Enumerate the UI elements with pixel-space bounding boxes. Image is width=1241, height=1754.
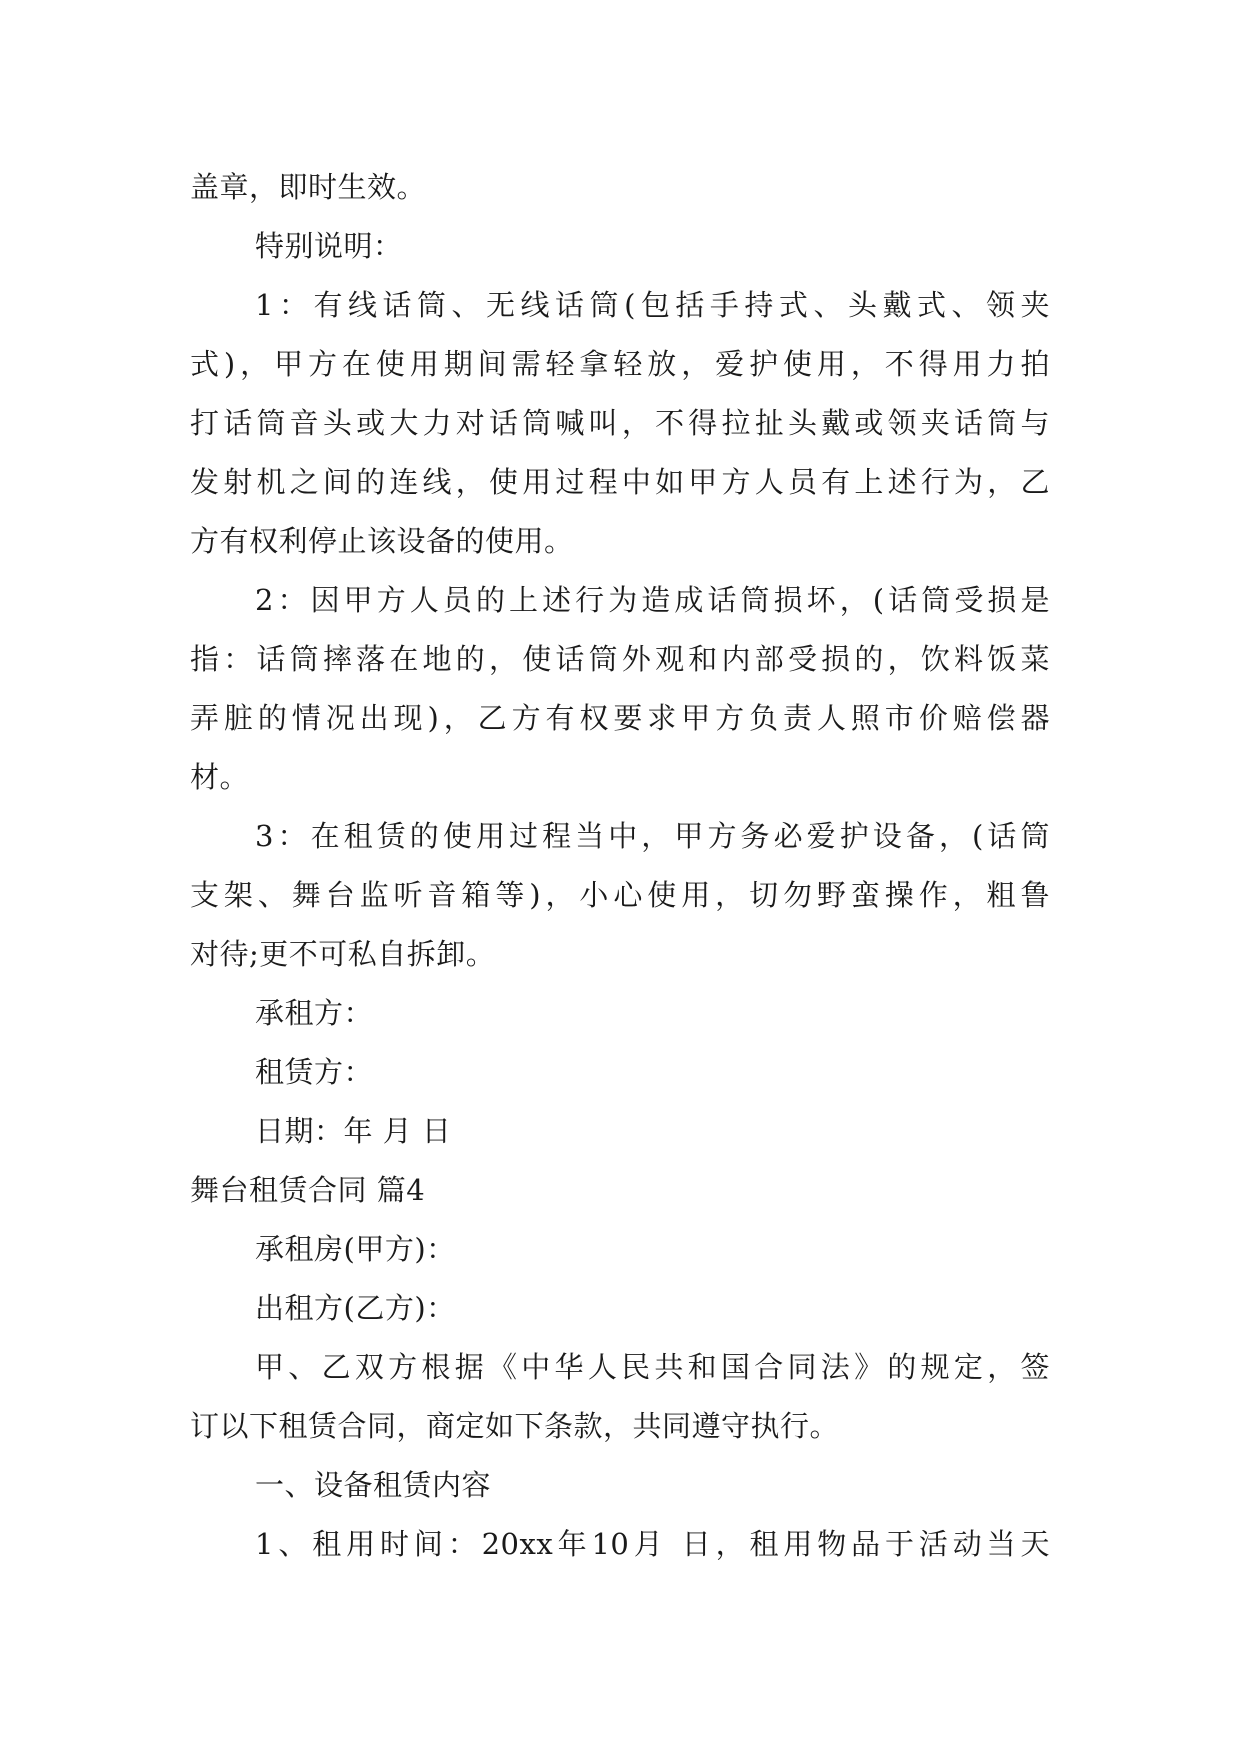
paragraph-line: 甲、乙双方根据《中华人民共和国合同法》的规定，签 (255, 1350, 1050, 1384)
paragraph-line: 材。 (190, 760, 250, 794)
lessor-signature-label: 租赁方： (255, 1055, 374, 1089)
paragraph-line: 订以下租赁合同，商定如下条款，共同遵守执行。 (190, 1409, 840, 1443)
paragraph-line: 打话筒音头或大力对话筒喊叫，不得拉扯头戴或领夹话筒与 (190, 406, 1050, 440)
section-heading: 一、设备租赁内容 (255, 1468, 492, 1502)
paragraph-line: 支架、舞台监听音箱等)，小心使用，切勿野蛮操作，粗鲁 (190, 878, 1050, 912)
article-title: 舞台租赁合同 篇4 (190, 1173, 426, 1207)
paragraph-line: 盖章，即时生效。 (190, 170, 427, 204)
party-a-label: 承租房(甲方)： (255, 1232, 456, 1266)
paragraph-line: 方有权利停止该设备的使用。 (190, 524, 574, 558)
paragraph-line: 2：因甲方人员的上述行为造成话筒损坏，(话筒受损是 (255, 583, 1050, 617)
paragraph-line: 指：话筒摔落在地的，使话筒外观和内部受损的，饮料饭菜 (190, 642, 1050, 676)
paragraph-line: 1：有线话筒、无线话筒(包括手持式、头戴式、领夹 (255, 288, 1051, 322)
paragraph-line: 弄脏的情况出现)，乙方有权要求甲方负责人照市价赔偿器 (190, 701, 1050, 735)
paragraph-line: 式)，甲方在使用期间需轻拿轻放，爱护使用，不得用力拍 (190, 347, 1050, 381)
date-label: 日期：年 月 日 (255, 1114, 452, 1148)
section-heading: 特别说明： (255, 229, 403, 263)
paragraph-line: 3：在租赁的使用过程当中，甲方务必爱护设备，(话筒 (255, 819, 1050, 853)
party-b-label: 出租方(乙方)： (255, 1291, 456, 1325)
paragraph-line: 1、租用时间：20xx年10月 日，租用物品于活动当天 (255, 1527, 1050, 1561)
paragraph-line: 发射机之间的连线，使用过程中如甲方人员有上述行为，乙 (190, 465, 1050, 499)
lessee-signature-label: 承租方： (255, 996, 374, 1030)
paragraph-line: 对待;更不可私自拆卸。 (190, 937, 496, 971)
